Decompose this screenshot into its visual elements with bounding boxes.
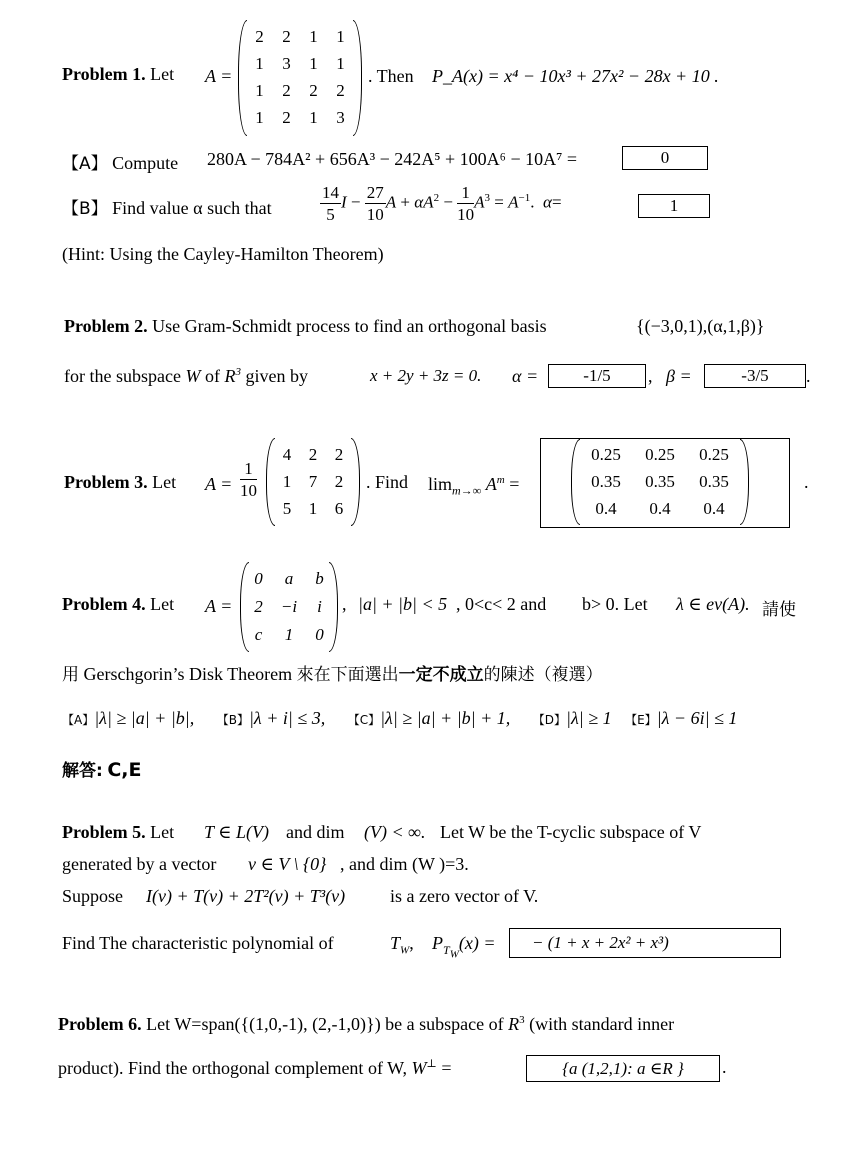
p2-beta-eq: β = [666, 366, 692, 386]
p5-answer-box[interactable] [509, 928, 781, 958]
right-paren [740, 439, 749, 525]
p1-partA-text: Compute [112, 153, 179, 173]
p3-let: Let [152, 472, 177, 492]
p3-answer-table [579, 441, 741, 522]
p4-matrix-cell: 0 [254, 569, 263, 588]
p4-matrix-cell: 2 [254, 597, 263, 616]
p3-period: . [804, 472, 809, 492]
p4-option-A[interactable]: 【A】|λ| ≥ |a| + |b|, [62, 708, 195, 728]
p3-matrix-cell: 7 [308, 471, 318, 491]
p3-answer-matrix-cell: 0.4 [649, 499, 671, 518]
p4-matrix-cell: 0 [315, 625, 324, 644]
p3-A: A [485, 474, 497, 494]
right-paren [329, 562, 338, 652]
right-paren [353, 20, 362, 136]
p3-frac [240, 460, 257, 499]
p5-let-W: Let W be the T-cyclic subspace of V [440, 822, 702, 842]
p3-answer-matrix [571, 439, 749, 525]
p3-matrix-cell: 5 [282, 498, 292, 518]
p5-zero-text: is a zero vector of V. [390, 886, 539, 906]
p5-label: Problem 5. [62, 822, 146, 842]
p4-let: Let [150, 594, 175, 614]
p6-period: . [722, 1057, 727, 1077]
p4-lambda-ev: λ ∈ ev(A). [676, 594, 750, 614]
p3-heading-line [64, 472, 176, 493]
p1-partA-expr: 280A − 784A² + 656A³ − 242A⁵ + 100A⁶ − 10A⁷ = [207, 149, 578, 169]
p5-v-in: v ∈ V \ {0} [248, 854, 327, 874]
p2-alpha-answer: -1/5 [583, 366, 611, 385]
p4-option-E[interactable]: 【E】|λ − 6i| ≤ 1 [625, 708, 738, 728]
p2-W: W [185, 366, 201, 386]
p1-matrix-cell: 2 [282, 107, 291, 127]
p3-answer-matrix-cell: 0.25 [699, 445, 729, 464]
p3-matrix-body [274, 441, 352, 522]
p2-alpha-eq: α = [512, 366, 539, 386]
p3-answer-matrix-cell: 0.25 [591, 445, 621, 464]
p6-text1: Let W=span({(1,0,-1), (2,-1,0)}) be a subspace of [146, 1014, 504, 1034]
p3-matrix-cell: 2 [308, 444, 318, 464]
p3-lim: lim [428, 474, 453, 494]
p2-basis: {(−3,0,1),(α,1,β)} [636, 316, 765, 336]
p3-answer-matrix-cell: 0.35 [645, 472, 675, 491]
p6-text1b: (with standard inner [529, 1014, 675, 1034]
p4-line2d: 一定不成立 [398, 665, 484, 685]
p5-suppose: Suppose [62, 886, 124, 906]
p6-answer-box[interactable] [526, 1055, 720, 1082]
p1-matrix-cell: 1 [309, 53, 318, 73]
p2-line2 [64, 366, 308, 387]
p2-line1 [64, 316, 547, 337]
p6-line2 [58, 1057, 451, 1079]
p1-matrix-cell: 1 [255, 107, 264, 127]
p6-Wperp-sup: ⊥ [426, 1058, 437, 1070]
p1-matrix-row [246, 77, 354, 104]
p4-cond1: |a| + |b| < 5 [358, 594, 448, 614]
p1-matrix-body [246, 23, 354, 131]
p3-answer-matrix-cell: 0.35 [699, 472, 729, 491]
p3-matrix-row [274, 468, 352, 495]
right-paren [351, 438, 360, 526]
p2-beta-answer: -3/5 [741, 366, 769, 385]
p4-matrix-table [248, 565, 330, 649]
p3-answer-box[interactable] [540, 438, 790, 528]
p2-beta-answer-box[interactable] [704, 364, 806, 388]
p5-let: Let [150, 822, 175, 842]
p1-matrix-row [246, 23, 354, 50]
p1-partB-answer: 1 [669, 196, 679, 215]
p1-partB-line [62, 194, 272, 219]
p3-matrix-row [274, 495, 352, 522]
p1-matrix-row [246, 50, 354, 77]
frac-27-10: $\frac{27}{10}$ [366, 183, 384, 224]
p3-answer-matrix-cell: 0.25 [645, 445, 675, 464]
p4-comma: , [342, 594, 347, 614]
p4-heading-line [62, 594, 174, 615]
p4-A-eq: A = [205, 596, 233, 616]
p1-matrix-cell: 2 [282, 26, 291, 46]
p4-option-B[interactable]: 【B】|λ + i| ≤ 3, [216, 708, 326, 728]
p3-answer-matrix-cell: 0.4 [703, 499, 725, 518]
p1-partB-text: Find value α such that [112, 198, 272, 218]
p5-T-in: T ∈ L(V) [204, 822, 270, 842]
p1-matrix-cell: 1 [336, 53, 345, 73]
p4-option-C[interactable]: 【C】|λ| ≥ |a| + |b| + 1, [347, 708, 511, 728]
p1-matrix-cell: 3 [282, 53, 291, 73]
p3-find: . Find [366, 472, 409, 492]
p2-R3: $R^3$ [224, 366, 241, 386]
p2-plane: x + 2y + 3z = 0. [370, 366, 482, 385]
p3-frac-den: 10 [240, 481, 257, 500]
p1-label: Problem 1. [62, 64, 146, 84]
p2-text2b: of [204, 366, 220, 386]
p5-and-dim: and dim [286, 822, 345, 842]
p6-eq: = [441, 1058, 452, 1078]
frac-1-10: $\frac{1}{10}$ [457, 183, 475, 224]
frac-14-5: $\frac{14}{5}$ [322, 183, 339, 224]
p5-find: Find The characteristic polynomial of [62, 933, 334, 953]
p5-zero-expr: I(v) + T(v) + 2T²(v) + T³(v) [146, 886, 346, 906]
p1-char-poly: P_A(x) = x⁴ − 10x³ + 27x² − 28x + 10 . [432, 66, 719, 86]
p3-answer-matrix-row [579, 441, 741, 468]
p4-cond2: , 0<c< 2 and [456, 594, 547, 614]
p1-partA-tag: 【A】 [62, 154, 108, 174]
p1-matrix-cell: 2 [282, 80, 291, 100]
p4-label: Problem 4. [62, 594, 146, 614]
p1-partB-tag: 【B】 [62, 199, 108, 219]
p6-text2: product). Find the orthogonal complement of W, [58, 1058, 407, 1078]
p1-partA-line [62, 149, 178, 174]
p3-matrix-cell: 1 [308, 498, 318, 518]
p4-matrix-cell: i [317, 597, 322, 616]
p1-then: . Then [368, 66, 414, 86]
p3-label: Problem 3. [64, 472, 148, 492]
p4-option-D[interactable]: 【D】|λ| ≥ 1 [532, 708, 612, 728]
p2-text1: Use Gram-Schmidt process to find an orthogonal basis [152, 316, 547, 336]
p5-dimW: , and dim (W )=3. [340, 854, 469, 874]
p1-matrix-cell: 1 [336, 26, 345, 46]
p1-A-eq: A = [205, 66, 233, 86]
p1-partB-expr: $\frac{14}{5}$ I − $\frac{27}{10}$ $A + \alpha A^2$ − $\frac{1}{10}$ $A^3 = A^{-1}$. α= [322, 183, 562, 224]
p3-lim-sub: m→∞ [452, 483, 482, 498]
p3-answer-matrix-cell: 0.4 [595, 499, 617, 518]
p5-TW: $T_W$, [390, 933, 414, 957]
p1-matrix-cell: 1 [309, 26, 318, 46]
p4-options [62, 708, 737, 729]
p3-limit: $\lim_{m\to\infty} A^m$ = [428, 474, 520, 498]
p3-answer-matrix-cell: 0.35 [591, 472, 621, 491]
p6-label: Problem 6. [58, 1014, 142, 1034]
p3-answer-matrix-row [579, 495, 741, 522]
p4-line2c: 來在下面選出 [296, 665, 399, 685]
p3-matrix-cell: 2 [334, 444, 344, 464]
p4-answer-label: 解答: [62, 761, 103, 781]
p1-heading-line [62, 64, 174, 85]
p3-A-eq: A = [205, 474, 233, 494]
p1-matrix-cell: 1 [255, 80, 264, 100]
p6-R-sup: 3 [519, 1014, 525, 1026]
p2-period: . [806, 366, 811, 386]
p3-A-sup: m [496, 474, 505, 486]
frac-1-10-p3 [240, 460, 257, 499]
p1-let: Let [150, 64, 175, 84]
p2-label: Problem 2. [64, 316, 148, 336]
p1-matrix-table [246, 23, 354, 131]
p1-partA-answer: 0 [660, 148, 670, 167]
p2-alpha-answer-box[interactable] [548, 364, 646, 388]
p1-matrix-cell: 3 [336, 107, 345, 127]
p2-text2a: for the subspace [64, 366, 181, 386]
p5-dim-V: (V) < ∞. [364, 822, 426, 842]
p4-matrix [240, 562, 338, 652]
p1-matrix [238, 20, 362, 136]
p3-matrix-cell: 6 [334, 498, 344, 518]
p2-comma: , [648, 366, 653, 386]
p5-P-lhs: $P_{T_W}(x)$ = [432, 933, 496, 960]
p4-cjk1: 請使 [762, 600, 796, 620]
p4-answer-line [62, 756, 141, 781]
p3-matrix [266, 438, 360, 526]
p3-matrix-cell: 2 [334, 471, 344, 491]
p5-generated: generated by a vector [62, 854, 217, 874]
p4-matrix-row [248, 565, 330, 593]
p5-line1 [62, 822, 174, 843]
p1-matrix-cell: 1 [309, 107, 318, 127]
p3-matrix-cell: 1 [282, 471, 292, 491]
p4-matrix-row [248, 593, 330, 621]
p4-line2e: 的陳述（複選） [483, 665, 603, 685]
p4-matrix-cell: b [315, 569, 324, 588]
p3-answer-matrix-row [579, 468, 741, 495]
p1-matrix-cell: 2 [309, 80, 318, 100]
p1-matrix-cell: 2 [255, 26, 264, 46]
p1-matrix-cell: 2 [336, 80, 345, 100]
p4-cond3: b> 0. Let [582, 594, 648, 614]
p5-answer: − (1 + x + 2x² + x³) [532, 933, 669, 952]
p6-Wperp: W [411, 1058, 427, 1078]
p1-hint: (Hint: Using the Cayley-Hamilton Theorem) [62, 244, 384, 264]
p2-text2c: given by [245, 366, 308, 386]
p4-matrix-cell: a [284, 569, 294, 588]
p1-partB-answer-box[interactable] [638, 194, 710, 218]
p4-line2a: 用 [62, 665, 79, 685]
p6-answer: {a (1,2,1): a ∈R } [562, 1059, 684, 1078]
p3-answer-body [579, 441, 741, 522]
p4-line2b: Gerschgorin’s Disk Theorem [83, 664, 293, 684]
p4-matrix-cell: c [254, 625, 263, 644]
p4-line2 [62, 660, 603, 685]
p4-answer: C,E [107, 759, 142, 781]
p3-matrix-cell: 4 [282, 444, 292, 464]
p4-matrix-body [248, 565, 330, 649]
p3-matrix-table [274, 441, 352, 522]
p1-matrix-cell: 1 [255, 53, 264, 73]
p4-matrix-cell: 1 [284, 625, 294, 644]
p4-matrix-cell: −i [280, 597, 298, 616]
p1-partA-answer-box[interactable] [622, 146, 708, 170]
p4-matrix-row [248, 621, 330, 649]
p1-matrix-row [246, 104, 354, 131]
p6-R: R [508, 1014, 520, 1034]
p3-frac-num: 1 [240, 460, 257, 480]
p3-matrix-row [274, 441, 352, 468]
p6-line1 [58, 1014, 674, 1035]
